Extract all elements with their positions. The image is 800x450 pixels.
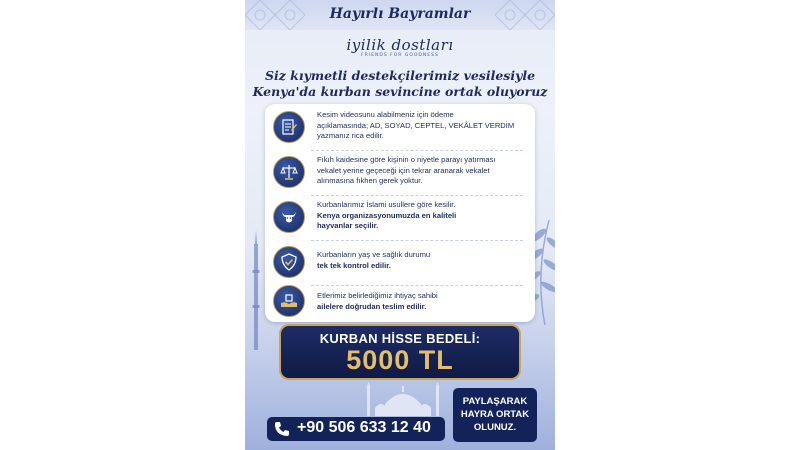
- divider: [311, 150, 523, 151]
- logo-subtitle: FRIENDS FOR GOODNESS: [361, 53, 439, 58]
- info-line: Fıkıh kaidesine göre kişinin o niyetle parayı yatırması: [317, 155, 496, 164]
- logo: [245, 36, 555, 58]
- info-line: Kurbanların yaş ve sağlık durumu: [317, 250, 431, 259]
- price-value: 5000 TL: [346, 345, 454, 375]
- shield-check-icon: [273, 246, 305, 278]
- mosque-silhouette-icon: [363, 382, 443, 416]
- info-line: Etlerimiz belirlediğimiz ihtiyaç sahibi: [317, 291, 438, 300]
- logo-name: iyilik dostları: [346, 36, 454, 54]
- banner-title: Hayırlı Bayramlar: [329, 6, 471, 22]
- phone-number: +90 506 633 12 40: [297, 419, 431, 436]
- phone-button[interactable]: [267, 417, 445, 441]
- info-panel: [265, 104, 535, 322]
- info-item-fiqh: [271, 153, 529, 193]
- info-item-islamic: [271, 198, 529, 238]
- info-line: hayvanlar seçilir.: [317, 221, 379, 230]
- info-item-health: [271, 243, 529, 283]
- info-item-delivery: [271, 282, 529, 322]
- headline: [245, 68, 555, 100]
- price-box: [279, 324, 521, 380]
- headline-line-2: Kenya'da kurban sevincine ortak oluyoruz: [252, 84, 548, 99]
- info-text-delivery: [317, 291, 527, 312]
- divider: [311, 240, 523, 241]
- info-line: Kenya organizasyonumuzda en kaliteli: [317, 210, 457, 220]
- info-line: tek tek kontrol edilir.: [317, 260, 391, 270]
- bull-head-icon: [273, 201, 305, 233]
- info-item-video: [271, 108, 529, 148]
- info-text-video: [317, 110, 527, 142]
- document-edit-icon: [273, 111, 305, 143]
- top-banner: [245, 0, 555, 30]
- info-text-health: [317, 250, 527, 271]
- info-line: açıklamasında; AD, SOYAD, CEPTEL, VEKÂLET VERDİM: [317, 120, 515, 130]
- poster: [245, 0, 555, 450]
- share-line: OLUNUZ.: [473, 422, 517, 433]
- divider: [311, 195, 523, 196]
- hands-box-icon: [273, 285, 305, 317]
- share-line: HAYRA ORTAK: [460, 409, 530, 420]
- minaret-silhouette: [249, 230, 263, 350]
- phone-icon: [274, 421, 290, 437]
- info-line: yazmanız rica edilir.: [317, 131, 384, 140]
- info-line: Kesim videosunu alabilmeniz için ödeme: [317, 110, 454, 119]
- info-line: ailelere doğrudan teslim edilir.: [317, 301, 427, 311]
- headline-line-1: Siz kıymetli destekçilerimiz vesilesiyle: [264, 68, 536, 83]
- info-text-islamic: [317, 200, 527, 232]
- info-line: alınmasına fıkhen gerek yoktur.: [317, 176, 423, 185]
- info-line: Kurbanlarımız İslami usullere göre kesilir.: [317, 200, 456, 209]
- price-label: KURBAN HİSSE BEDELİ:: [319, 331, 481, 346]
- share-callout: [453, 388, 537, 442]
- info-text-fiqh: [317, 155, 527, 187]
- scales-icon: [273, 156, 305, 188]
- share-line: PAYLAŞARAK: [462, 396, 528, 407]
- info-line: vekalet yerine geçeceği için tekrar aranarak vekalet: [317, 165, 490, 175]
